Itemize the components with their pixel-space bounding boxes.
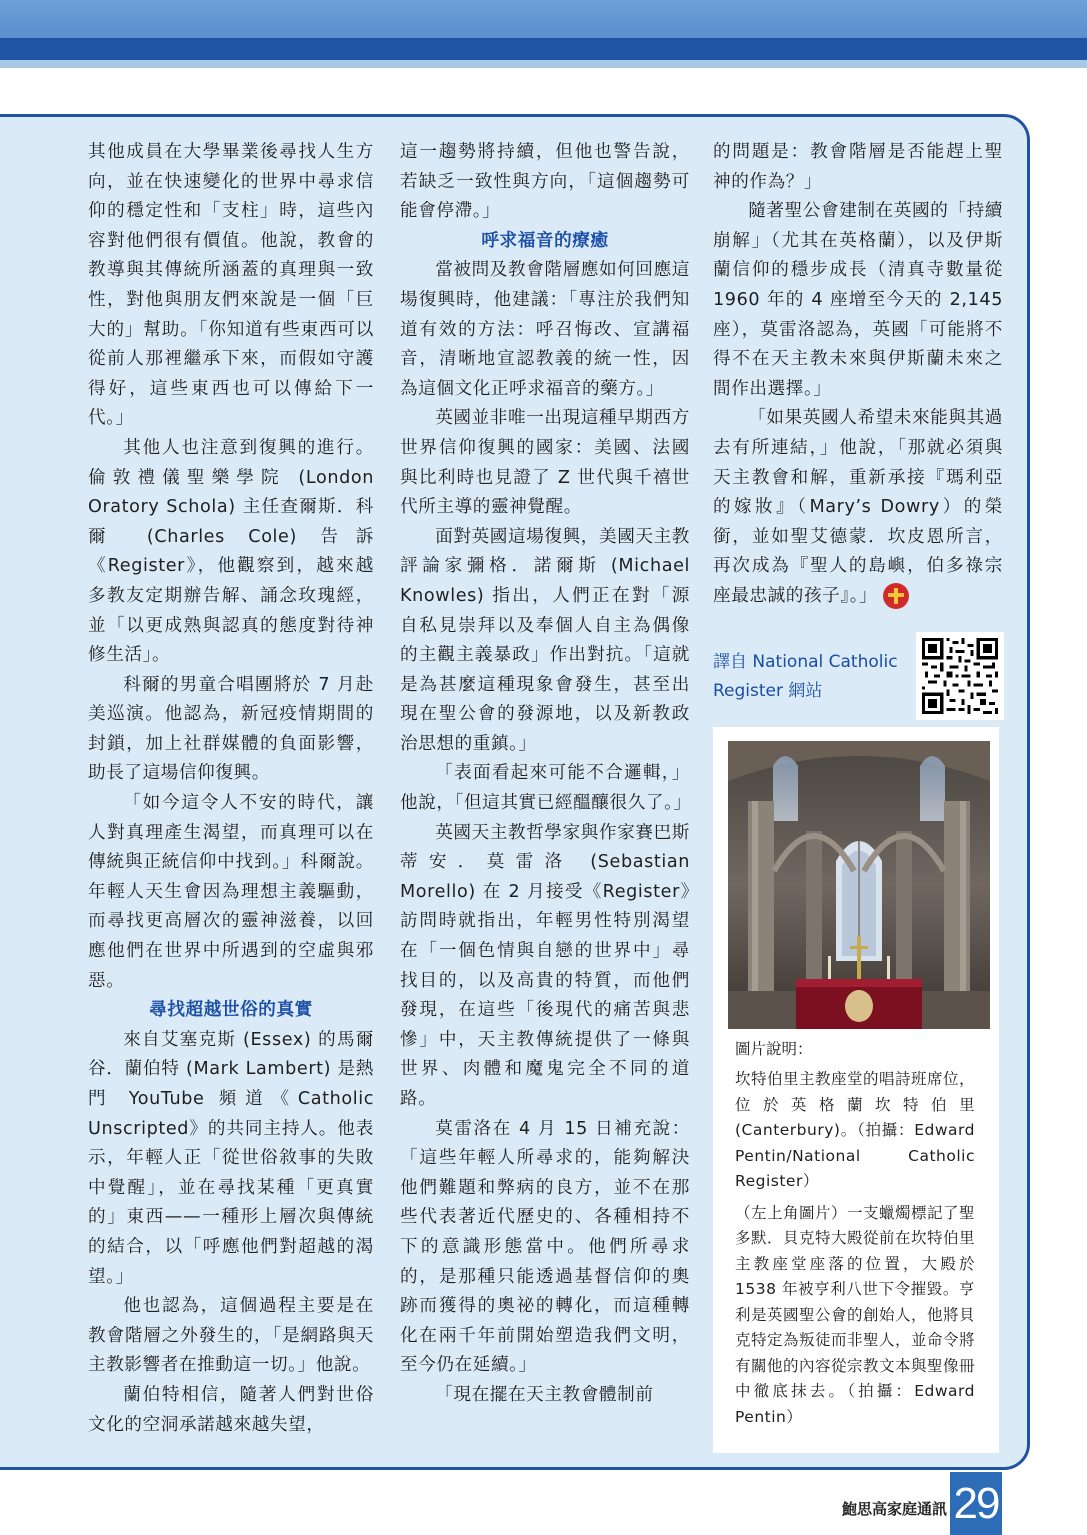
article-paragraph: 「如果英國人希望未來能與其過去有所連結，」他說，「那就必須與天主教會和解，重新承接『瑪利亞的嫁妝』（Mary’s Dowry）的榮銜，並如聖艾德蒙．坎皮恩所言，再次成為『聖人的島嶼，伯多祿宗座最忠誠的孩子』。」 <box>713 404 1003 611</box>
header-band-pale <box>0 60 1087 68</box>
section-subheading: 尋找超越世俗的真實 <box>149 1000 313 1021</box>
photo-caption-body <box>735 1067 975 1430</box>
article-paragraph: 面對英國這場復興，美國天主教評論家彌格．諾爾斯 (Michael Knowles) 指出，人們正在對「源自私見崇拜以及奉個人自主為偶像的主觀主義暴政」作出對抗。「這就是為甚麼這種現象會發生，甚至出現在聖公會的發源地，以及新教政治思想的重鎮。」 <box>400 526 690 754</box>
photo-caption-paragraph-2: （左上角圖片）一支蠟燭標記了聖多默．貝克特大殿從前在坎特伯里主教座堂座落的位置，大殿於 1538 年被亨利八世下令摧毀。亨利是英國聖公會的創始人，他將貝克特定為叛徒而非聖人，並命令將有關他的內容從宗教文本與聖像冊中徹底抹去。（拍攝：Edward Pentin） <box>735 1203 976 1426</box>
article-paragraph: 這一趨勢將持續，但他也警告說，若缺乏一致性與方向，「這個趨勢可能會停滯。」 <box>400 142 690 222</box>
publication-name: 鮑思高家庭通訊 <box>842 1500 948 1518</box>
article-paragraph: 的問題是：教會階層是否能趕上聖神的作為？」 <box>713 142 1003 192</box>
cathedral-photo <box>728 741 990 1029</box>
article-paragraph: 他也認為，這個過程主要是在教會階層之外發生的，「是網路與天主教影響者在推動這一切。」他說。 <box>88 1296 374 1376</box>
article-paragraph: 當被問及教會階層應如何回應這場復興時，他建議：「專注於我們知道有效的方法：呼召悔改、宣講福音，清晰地宣認教義的統一性，因為這個文化正呼求福音的藥方。」 <box>400 260 690 399</box>
article-column-3 <box>713 138 1003 612</box>
article-paragraph: 「現在擺在天主教會體制前 <box>435 1384 654 1405</box>
photo-caption-heading: 圖片說明： <box>735 1040 813 1058</box>
article-paragraph: 英國並非唯一出現這種早期西方世界信仰復興的國家：美國、法國與比利時也見證了 Z 世代與千禧世代所主導的靈神覺醒。 <box>400 408 690 518</box>
header-band-dark <box>0 38 1087 60</box>
translation-source-note: 譯自 National Catholic Register 網站 <box>713 652 898 701</box>
article-paragraph: 科爾的男童合唱團將於 7 月赴美巡演。他認為，新冠疫情期間的封鎖，加上社群媒體的負面影響，助長了這場信仰復興。 <box>88 674 374 784</box>
article-paragraph: 蘭伯特相信，隨著人們對世俗文化的空洞承諾越來越失望， <box>88 1384 374 1435</box>
photo-caption-paragraph-1: 坎特伯里主教座堂的唱詩班席位，位於英格蘭坎特伯里 (Canterbury)。（拍攝：Edward Pentin/National Catholic Register） <box>735 1070 976 1190</box>
article-paragraph: 隨著聖公會建制在英國的「持續崩解」（尤其在英格蘭），以及伊斯蘭信仰的穩步成長（清真寺數量從 1960 年的 4 座增至今天的 2,145 座），莫雷洛認為，英國「可能將不得不在天主教未來與伊斯蘭未來之間作出選擇。」 <box>713 201 1003 399</box>
photo-card <box>713 727 999 1453</box>
article-paragraph: 「表面看起來可能不合邏輯，」他說，「但這其實已經醞釀很久了。」 <box>400 763 692 814</box>
page-number: 29 <box>950 1472 1002 1535</box>
article-paragraph: 其他人也注意到復興的進行。倫敦禮儀聖樂學院 (London Oratory Schola) 主任查爾斯．科爾 (Charles Cole) 告訴《Register》，他觀察到，越來越多教友定期辦告解、誦念玫瑰經，並「以更成熟與認真的態度對待神修生活」。 <box>88 437 374 666</box>
article-paragraph: 「如今這令人不安的時代，讓人對真理產生渴望，而真理可以在傳統與正統信仰中找到。」科爾說。年輕人天生會因為理想主義驅動，而尋找更高層次的靈神滋養，以回應他們在世界中所遇到的空虛與邪惡。 <box>88 793 374 991</box>
article-column-1 <box>88 138 374 1440</box>
header-band-light <box>0 0 1087 38</box>
article-paragraph: 英國天主教哲學家與作家賽巴斯蒂安．莫雷洛 (Sebastian Morello) 在 2 月接受《Register》訪問時就指出，年輕男性特別渴望在「一個色情與自戀的世界中」尋找目的，以及高貴的特質，而他們發現，在這些「後現代的痛苦與悲慘」中，天主教傳統提供了一條與世界、肉體和魔鬼完全不同的道路。 <box>400 822 690 1109</box>
article-column-2 <box>400 138 690 1411</box>
article-paragraph: 來自艾塞克斯 (Essex) 的馬爾谷．蘭伯特 (Mark Lambert) 是熱門 YouTube 頻道《Catholic Unscripted》的共同主持人。他表示，年輕人正「從世俗敘事的失敗中覺醒」，並在尋找某種「更真實的」東西——一種形上層次與傳統的結合，以「呼應他們對超越的渴望。」 <box>88 1029 374 1287</box>
section-subheading: 呼求福音的療癒 <box>481 230 609 251</box>
article-paragraph: 莫雷洛在 4 月 15 日補充說：「這些年輕人所尋求的，能夠解決他們難題和弊病的良方，並不在那些代表著近代歷史的、各種相持不下的意識形態當中。他們所尋求的，是那種只能透過基督信仰的奧跡而獲得的奧祕的轉化，而這種轉化在兩千年前開始塑造我們文明，至今仍在延續。」 <box>400 1118 690 1376</box>
article-paragraph: 其他成員在大學畢業後尋找人生方向，並在快速變化的世界中尋求信仰的穩定性和「支柱」時，這些內容對他們很有價值。他說，教會的教導與其傳統所涵蓋的真理與一致性，對他與朋友們來說是一個「巨大的」幫助。「你知道有些東西可以從前人那裡繼承下來，而假如守護得好，這些東西也可以傳給下一代。」 <box>88 142 374 429</box>
qr-code-icon[interactable] <box>916 632 1004 720</box>
cross-emblem-icon <box>883 583 909 609</box>
